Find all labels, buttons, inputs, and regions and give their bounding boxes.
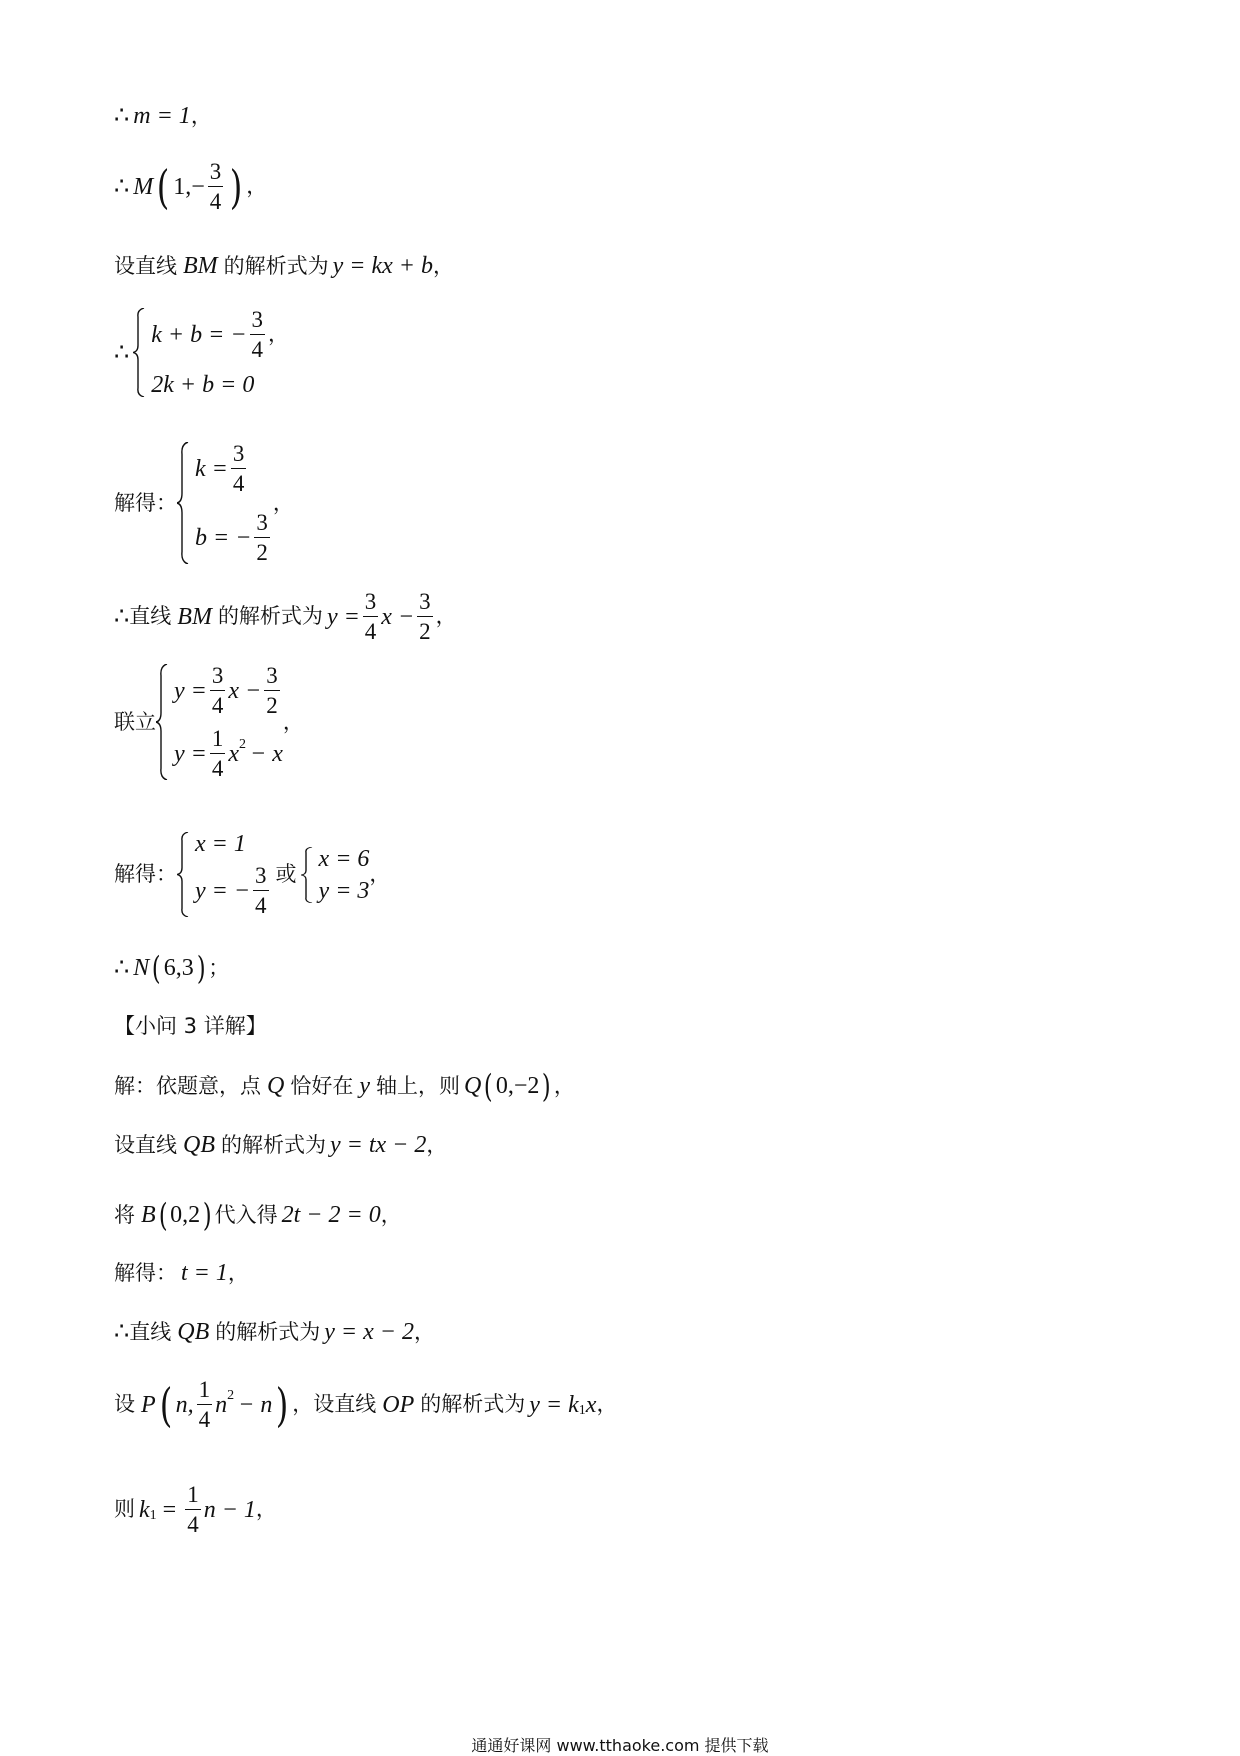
brace: [177, 832, 189, 917]
math-expr: x: [228, 740, 240, 767]
line-m-equals-1: [114, 104, 212, 128]
system-row: [174, 664, 283, 717]
math-expr: 2k + b = 0: [151, 372, 255, 398]
coords: 6,3: [163, 955, 194, 981]
line-name: BM: [177, 603, 212, 630]
brace: [301, 847, 313, 903]
text: 的解析式为: [217, 604, 323, 628]
fraction: [264, 664, 280, 717]
text: 恰好在: [290, 1073, 354, 1098]
math-expr: y = tx − 2: [330, 1132, 427, 1158]
line-substitute-b: [114, 1196, 402, 1234]
line-name: QB: [183, 1132, 215, 1158]
punctuation: ，: [433, 253, 455, 278]
math-expr: y = −: [195, 877, 251, 904]
punctuation: ，: [246, 174, 268, 198]
math-expr: 2t − 2 = 0: [281, 1202, 381, 1228]
left-paren: (: [152, 949, 161, 987]
superscript: 2: [239, 736, 247, 752]
line-set-bm: [114, 254, 454, 278]
fraction: [208, 160, 224, 213]
line-system-kb: [114, 308, 289, 397]
punctuation: ，: [553, 1073, 575, 1098]
denominator: 4: [231, 468, 247, 495]
equation-system: [156, 664, 283, 780]
subscript: 1: [149, 1507, 157, 1523]
line-point-q: [114, 1067, 575, 1105]
denominator: 4: [210, 753, 226, 780]
therefore-symbol: ∴: [114, 603, 130, 630]
right-paren: ): [276, 1377, 289, 1432]
math-expr: b = −: [195, 524, 252, 551]
punctuation: ；: [208, 955, 230, 980]
numerator: 3: [255, 863, 267, 888]
brace: [177, 442, 189, 564]
text: 设直线: [114, 253, 177, 278]
equation-system: [133, 308, 289, 397]
text: 设直线: [114, 1132, 177, 1157]
math-expr: n − 1: [203, 1496, 256, 1523]
therefore-symbol: ∴: [114, 955, 130, 981]
therefore-symbol: ∴: [114, 1319, 130, 1345]
denominator: 4: [250, 334, 266, 361]
numerator: 3: [232, 441, 245, 466]
numerator: 3: [251, 307, 264, 332]
text: 将: [114, 1202, 135, 1227]
label: 解得：: [114, 862, 177, 886]
text: 的解析式为: [223, 253, 329, 278]
equation-system: [301, 847, 370, 903]
or-word: 或: [275, 862, 297, 886]
denominator: 4: [208, 186, 224, 213]
system-row: [174, 727, 283, 780]
equation-system: [177, 832, 272, 917]
numerator: 3: [209, 159, 222, 184]
line-solve-kb: [114, 442, 294, 564]
math-expr: y = k: [529, 1391, 579, 1418]
line-bm-result: [114, 590, 457, 643]
right-paren: ): [203, 1196, 212, 1234]
denominator: 4: [185, 1509, 201, 1536]
denominator: 4: [363, 616, 379, 643]
denominator: 2: [254, 537, 270, 564]
brace: [156, 664, 168, 780]
math-expr: k: [139, 1496, 150, 1523]
math-expr: x −: [381, 603, 415, 630]
numerator: 1: [198, 1377, 211, 1402]
therefore-symbol: ∴: [114, 103, 130, 129]
fraction: [253, 864, 269, 917]
therefore-symbol: ∴: [114, 173, 130, 200]
math-expr: y = kx + b: [332, 253, 434, 279]
math-expr: y =: [174, 677, 207, 704]
text: 的解析式为: [221, 1132, 326, 1157]
line-set-p: [114, 1378, 617, 1431]
text: 直线: [129, 1319, 172, 1344]
math-expr: x: [585, 1391, 597, 1418]
denominator: 4: [197, 1404, 213, 1431]
fraction: [363, 590, 379, 643]
fraction: [250, 308, 266, 361]
punctuation: ，: [413, 1319, 435, 1344]
system-row: [151, 373, 289, 397]
punctuation: ，: [268, 322, 290, 346]
numerator: 3: [266, 663, 278, 688]
punctuation: ，: [369, 862, 391, 886]
numerator: 1: [187, 1482, 199, 1507]
math-expr: y =: [326, 603, 360, 630]
subscript: 1: [578, 1402, 586, 1418]
line-point-n: [114, 949, 230, 987]
math-expr: n: [215, 1391, 228, 1418]
equation-system: [177, 442, 273, 564]
line-point-m: [114, 160, 267, 213]
math-expr: x = 6: [318, 845, 370, 872]
heading-text: 【小问 3 详解】: [114, 1014, 267, 1038]
math-expr: k + b = −: [151, 321, 247, 348]
system-row: [195, 864, 272, 917]
label: 解得：: [114, 1260, 177, 1285]
point-name: Q: [267, 1073, 285, 1099]
right-paren: ): [542, 1067, 551, 1105]
punctuation: ，: [426, 1132, 448, 1157]
superscript: 2: [227, 1387, 235, 1403]
system-row: [195, 832, 272, 856]
fraction: [210, 664, 226, 717]
line-set-qb: [114, 1133, 447, 1157]
label: 解得：: [114, 490, 177, 515]
left-paren: (: [159, 1377, 172, 1432]
system-row: [151, 308, 289, 361]
line-solve-intersection: [114, 832, 390, 917]
coords: 0,−2: [495, 1073, 540, 1099]
punctuation: ，: [596, 1392, 618, 1416]
label: 联立: [114, 709, 156, 734]
left-paren: (: [158, 1196, 168, 1234]
denominator: 2: [417, 616, 433, 643]
section-heading: [114, 1016, 267, 1037]
math-expr: k =: [195, 455, 228, 482]
text: 的解析式为: [215, 1319, 321, 1344]
line-name: BM: [183, 253, 218, 279]
coord-sep: ,: [185, 173, 192, 200]
math-expr: − x: [250, 740, 283, 767]
text: 直线: [129, 604, 172, 628]
text: 轴上，则: [376, 1073, 460, 1098]
left-paren: (: [156, 159, 170, 214]
numerator: 3: [364, 589, 377, 614]
text: ，设直线: [292, 1392, 377, 1416]
point-name: B: [141, 1202, 156, 1228]
punctuation: ，: [255, 1497, 277, 1521]
numerator: 3: [211, 663, 224, 688]
math-expr: m = 1: [133, 103, 191, 129]
punctuation: ，: [227, 1260, 249, 1285]
text: 设: [114, 1392, 135, 1416]
text: 则: [114, 1497, 135, 1521]
line-qb-result: [114, 1320, 435, 1344]
line-k1: [114, 1483, 277, 1536]
brace: [133, 308, 145, 397]
numerator: 3: [256, 510, 268, 535]
equals-sign: =: [162, 1496, 177, 1523]
point-name: N: [133, 955, 150, 981]
fraction: [231, 442, 247, 495]
punctuation: ，: [190, 103, 212, 128]
numerator: 1: [211, 726, 224, 751]
math-expr: y = 3: [318, 877, 370, 904]
axis-name: y: [359, 1073, 370, 1099]
coords: 0,2: [170, 1202, 201, 1228]
point-name: P: [141, 1391, 156, 1418]
fraction: [185, 1483, 201, 1536]
fraction: [254, 511, 270, 564]
system-row: [195, 511, 273, 564]
denominator: 4: [210, 690, 226, 717]
line-name: QB: [177, 1319, 210, 1345]
math-expr: x −: [228, 677, 262, 704]
point-name: Q: [464, 1073, 482, 1099]
right-paren: ): [229, 159, 243, 214]
denominator: 2: [264, 690, 280, 717]
math-expr: − n: [238, 1391, 273, 1418]
denominator: 4: [253, 890, 269, 917]
fraction: [197, 1378, 213, 1431]
point-name: M: [133, 173, 154, 200]
math-expr: n,: [175, 1391, 194, 1418]
minus-sign: −: [191, 173, 205, 200]
math-expr: y = x − 2: [324, 1319, 414, 1345]
coord-x: 1: [173, 173, 186, 200]
punctuation: ，: [282, 709, 304, 734]
math-expr: x = 1: [195, 831, 246, 857]
therefore-symbol: ∴: [114, 339, 130, 366]
text: 代入得: [214, 1202, 278, 1227]
left-paren: (: [484, 1067, 493, 1105]
fraction: [210, 727, 226, 780]
fraction: [417, 590, 433, 643]
math-expr: y =: [174, 740, 207, 767]
system-row: [319, 879, 370, 903]
punctuation: ，: [435, 604, 457, 628]
line-name: OP: [382, 1391, 415, 1418]
text: 解：依题意，点: [114, 1073, 261, 1098]
system-row: [195, 442, 273, 495]
right-paren: ): [196, 949, 206, 987]
line-solve-t: [114, 1261, 249, 1285]
page-footer: 通通好课网 www.tthaoke.com 提供下载: [471, 1736, 769, 1755]
system-row: [319, 847, 370, 871]
numerator: 3: [419, 589, 431, 614]
punctuation: ，: [380, 1202, 402, 1227]
punctuation: ，: [272, 490, 294, 515]
text: 的解析式为: [420, 1392, 526, 1416]
math-expr: t = 1: [181, 1260, 228, 1286]
line-simultaneous: [114, 664, 304, 780]
